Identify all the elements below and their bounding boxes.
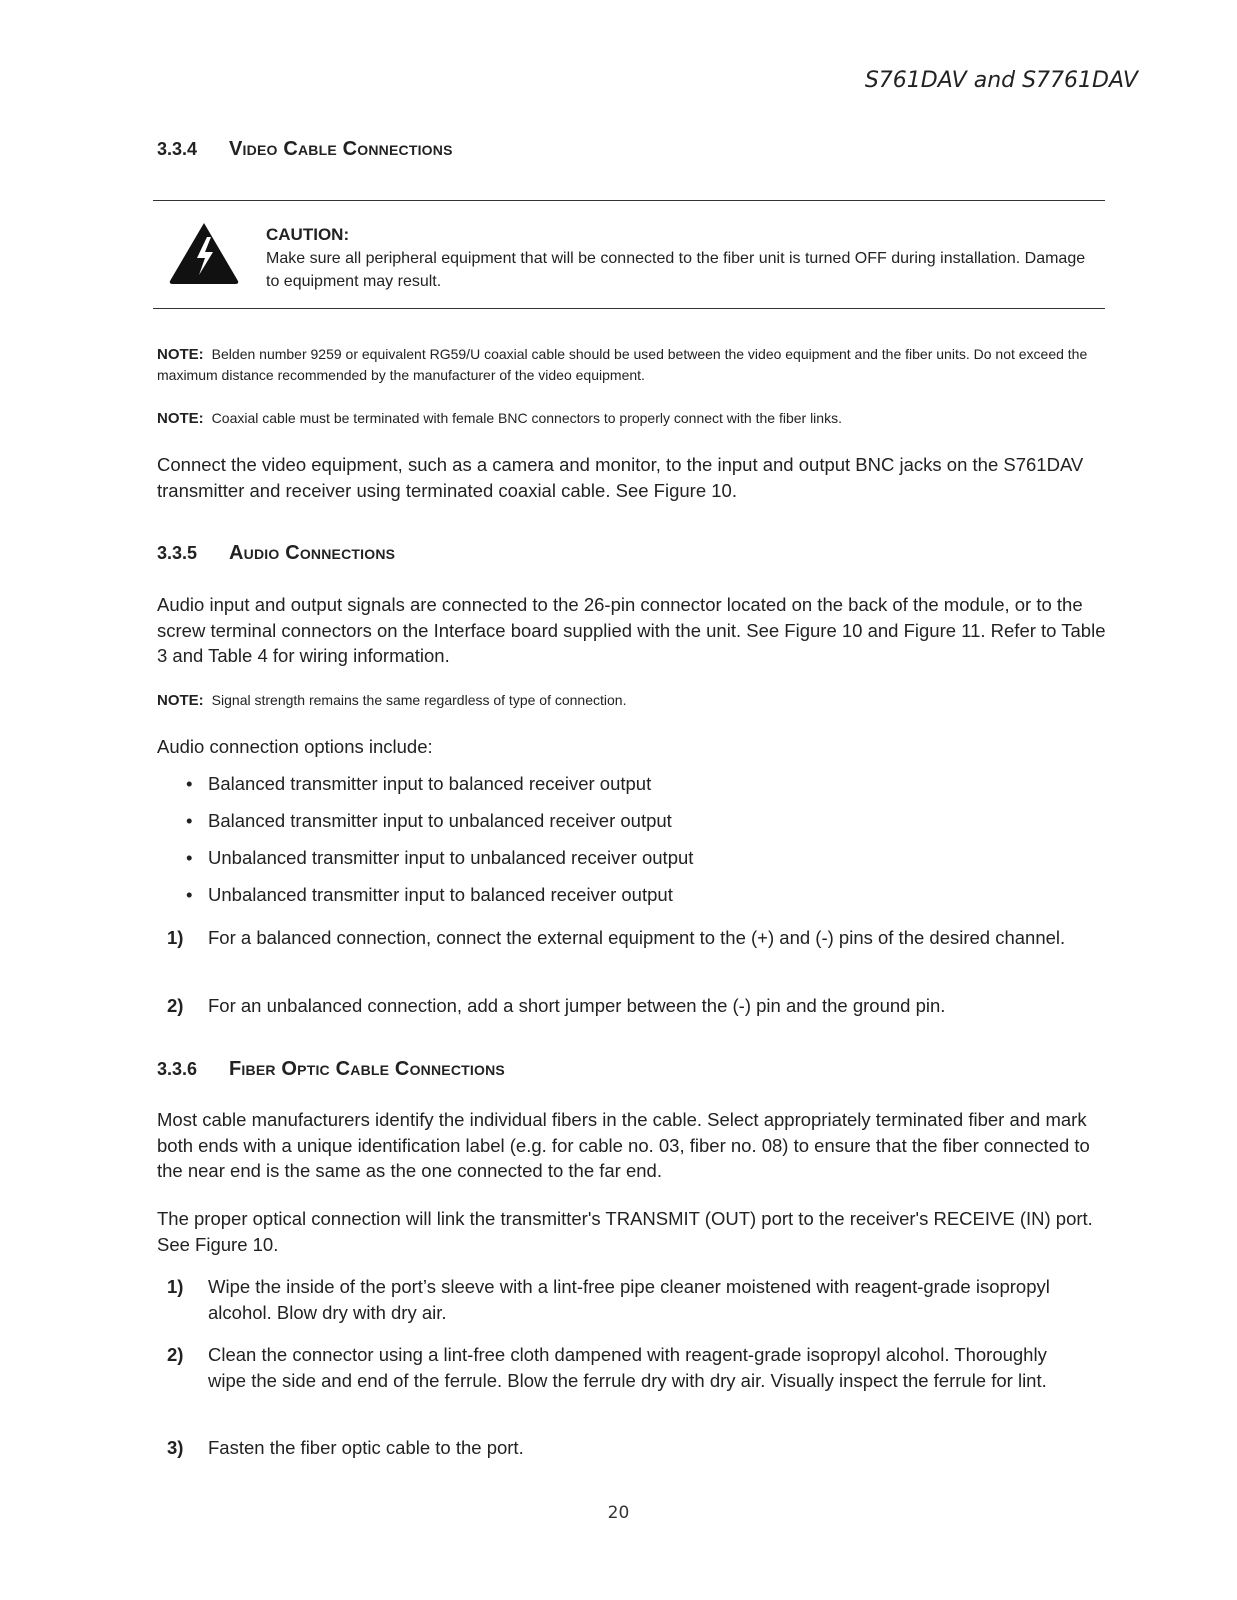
note-text: Signal strength remains the same regardless of type of connection.: [211, 692, 627, 708]
step-item: [167, 993, 1087, 1019]
note-cable-type: [157, 344, 1107, 385]
note-label: NOTE:: [157, 692, 204, 709]
audio-connection-paragraph: Audio input and output signals are connected to the 26-pin connector located on the back of the module, or to the screw terminal connectors on the Interface board supplied with the unit. See Figure 10 and Figure 11. Refer to Table 3 and Table 4 for wiring information.: [157, 594, 1106, 666]
section-number: 3.3.5: [157, 543, 198, 563]
section-number: 3.3.6: [157, 1059, 198, 1079]
step-number: 1): [167, 1276, 184, 1297]
section-heading-3-3-5: [157, 542, 395, 565]
step-number: 1): [167, 927, 184, 948]
step-item: [167, 1274, 1087, 1325]
fiber-identification-paragraph: Most cable manufacturers identify the individual fibers in the cable. Select appropriately terminated fiber and mark both ends with a unique identification label (e.g. for cable no. 03, fiber no. 08) to ensure that the fiber connected to the near end is the same as the one connected to the far end.: [157, 1109, 1090, 1181]
caution-top-rule: [153, 200, 1105, 201]
section-title: Fiber Optic Cable Connections: [229, 1058, 505, 1080]
step-text: For a balanced connection, connect the external equipment to the (+) and (-) pins of the desired channel.: [208, 927, 1066, 948]
list-item: • Balanced transmitter input to unbalanced receiver output: [186, 810, 672, 831]
list-item-text: Balanced transmitter input to unbalanced receiver output: [208, 810, 672, 831]
list-item-text: Unbalanced transmitter input to balanced receiver output: [208, 884, 673, 905]
video-connection-paragraph: Connect the video equipment, such as a camera and monitor, to the input and output BNC jacks on the S761DAV transmitter and receiver using terminated coaxial cable. See Figure 10.: [157, 454, 1084, 501]
note-text: Belden number 9259 or equivalent RG59/U coaxial cable should be used between the video equipment and the fiber units. Do not exceed the maximum distance recommended by the manufacturer of the video equipment.: [157, 346, 1088, 383]
list-item: • Unbalanced transmitter input to unbalanced receiver output: [186, 847, 694, 868]
section-number: 3.3.4: [157, 139, 198, 159]
step-item: [167, 1342, 1087, 1393]
step-text: Wipe the inside of the port’s sleeve with a lint-free pipe cleaner moistened with reagent-grade isopropyl alcohol. Blow dry with dry air.: [208, 1276, 1050, 1323]
page-number: 20: [607, 1503, 630, 1523]
optical-connection-paragraph: The proper optical connection will link the transmitter's TRANSMIT (OUT) port to the receiver's RECEIVE (IN) port. See Figure 10.: [157, 1208, 1093, 1255]
step-text: Clean the connector using a lint-free cloth dampened with reagent-grade isopropyl alcohol. Thoroughly wipe the side and end of the ferrule. Blow the ferrule dry with dry air. Visually inspect the ferrule for lint.: [208, 1344, 1047, 1391]
step-number: 2): [167, 995, 184, 1016]
step-number: 2): [167, 1344, 184, 1365]
list-item: • Balanced transmitter input to balanced receiver output: [186, 773, 652, 794]
note-text: Coaxial cable must be terminated with female BNC connectors to properly connect with the fiber links.: [211, 410, 842, 426]
high-voltage-warning-icon: [168, 221, 240, 285]
step-text: Fasten the fiber optic cable to the port.: [208, 1437, 524, 1458]
section-heading-3-3-4: [157, 138, 453, 161]
caution-bottom-rule: [153, 308, 1105, 309]
step-text: For an unbalanced connection, add a short jumper between the (-) pin and the ground pin.: [208, 995, 946, 1016]
caution-text: Make sure all peripheral equipment that will be connected to the fiber unit is turned OFF during installation. Damage to equipment may result.: [266, 250, 1086, 290]
section-title: Audio Connections: [229, 542, 396, 564]
step-item: [167, 1435, 1087, 1461]
section-heading-3-3-6: [157, 1058, 505, 1081]
running-header: S761DAV and S7761DAV: [864, 68, 1138, 93]
list-item: • Unbalanced transmitter input to balanced receiver output: [186, 884, 673, 905]
list-item-text: Balanced transmitter input to balanced receiver output: [208, 773, 652, 794]
step-item: [167, 925, 1087, 951]
step-number: 3): [167, 1437, 184, 1458]
note-signal-strength: [157, 690, 1107, 711]
audio-options-intro: Audio connection options include:: [157, 736, 433, 757]
note-label: NOTE:: [157, 410, 204, 427]
section-title: Video Cable Connections: [229, 138, 453, 160]
caution-title: CAUTION:: [266, 225, 350, 244]
note-bnc: [157, 408, 1107, 429]
note-label: NOTE:: [157, 346, 204, 363]
list-item-text: Unbalanced transmitter input to unbalanced receiver output: [208, 847, 694, 868]
